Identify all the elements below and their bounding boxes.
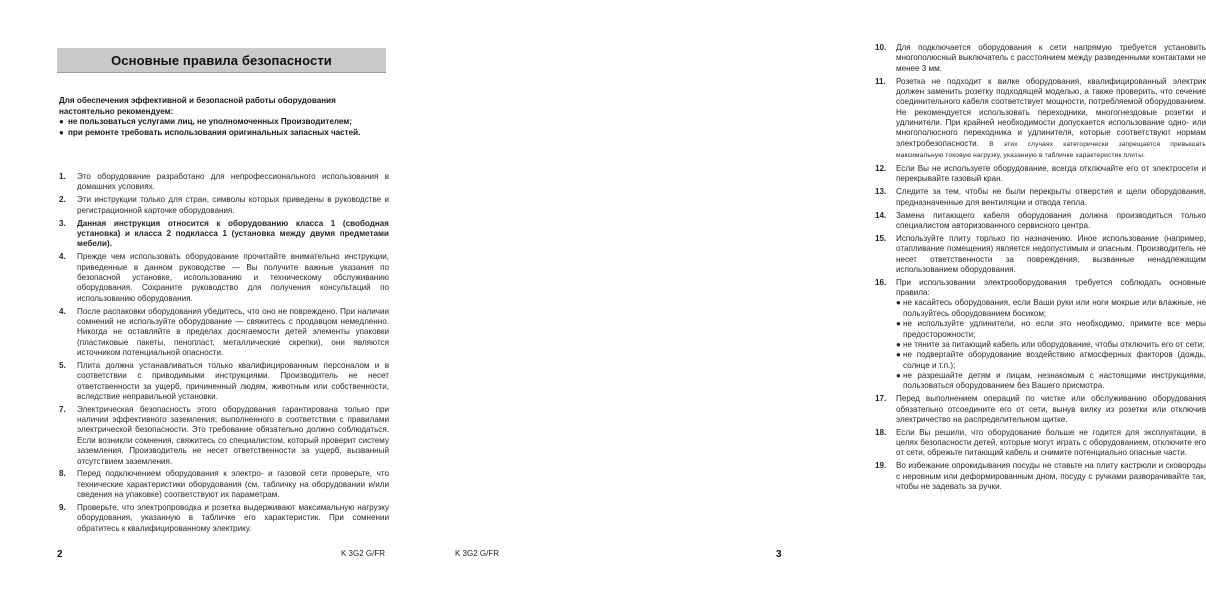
rule-text: Если Вы решили, что оборудование больше не годится для эксплуатации, в целях безопасности детей, которые могут играть с оборудованием, отключите его от сети, обрежьте питающий кабель и снимите потенциально опасные части. bbox=[896, 427, 1206, 458]
rule-number: 9. bbox=[59, 503, 66, 513]
section-title: Основные правила безопасности bbox=[111, 52, 332, 68]
rule-item bbox=[875, 428, 1206, 459]
rule-item bbox=[59, 405, 389, 467]
rule-text: Во избежание опрокидывания посуды не ставьте на плиту кастрюли и сковороды с неровным или деформированным дном, посуду с ручками разворачивайте так, чтобы не задевать за ручки. bbox=[896, 461, 1206, 492]
rule-text-wrap bbox=[896, 77, 1206, 162]
rule-text: После распаковки оборудования убедитесь, что оно не повреждено. При наличии сомнений не используйте оборудование — свяжитесь с продавцом немедленно. Никогда не оставляйте в пределах досягаемости детей элементы упаковки (пластиковые пакеты, пенопласт, металлические скрепки), они являются источником потенциальной опасности. bbox=[77, 306, 389, 357]
rule-number: 10. bbox=[875, 43, 887, 52]
rule-text: Проверьте, что электропроводка и розетка выдерживают максимальную нагрузку оборудования, указанную в табличке его характеристик. При сомнении обратитесь к квалифицированному электрику. bbox=[77, 503, 389, 533]
rule-text: Перед подключением оборудования к электро- и газовой сети проверьте, что технические характеристики оборудования (см. табличку на оборудовании и/или сведения на упаковке) соответствуют их параметрам. bbox=[77, 469, 389, 500]
rule-subitem bbox=[896, 298, 1206, 319]
rule-number: 1. bbox=[59, 172, 66, 181]
model-code: K 3G2 G/FR bbox=[341, 549, 386, 558]
page-number: 2 bbox=[57, 549, 63, 560]
rule-item bbox=[875, 211, 1206, 232]
rule-number: 11. bbox=[875, 76, 886, 86]
rule-number: 12. bbox=[875, 163, 887, 173]
section-title-bar bbox=[57, 48, 386, 73]
model-code: K 3G2 G/FR bbox=[455, 549, 500, 558]
bullet-dot-icon: ● bbox=[896, 350, 901, 360]
rule-text: Плита должна устанавливаться только квалифицированным персоналом и в соответствии с приводимыми инструкциями. Производитель не несет ответственности за ущерб, причиненный людям, животным или собственности, вследствие неправильной установки. bbox=[77, 360, 389, 401]
rule-text: Перед выполнением операций по чистке или обслуживанию оборудования обязательно отсоедините его от сети, вынув вилку из розетки или отключив электричество на распределительном щитке. bbox=[896, 394, 1206, 424]
rule-text: Если Вы не используете оборудование, всегда отключайте его от электросети и перекрывайте газовый кран. bbox=[896, 163, 1206, 184]
intro-bullet-text: при ремонте требовать использования оригинальных запасных частей. bbox=[68, 127, 361, 137]
rule-item bbox=[59, 195, 389, 216]
rule-text: При использовании электрооборудования требуется соблюдать основные правила: bbox=[896, 277, 1206, 298]
rule-item bbox=[875, 164, 1206, 185]
rule-subitem-text: не касайтесь оборудования, если Ваши руки или ноги мокрые или влажные, не пользуйтесь оборудованием босиком; bbox=[903, 298, 1206, 318]
rule-item bbox=[875, 394, 1206, 425]
rule-subitem-text: не разрешайте детям и лицам, незнакомым с настоящими инструкциями, пользоваться оборудованием без Вашего присмотра. bbox=[903, 370, 1206, 391]
rule-text: Это оборудование разработано для непрофессионального использования в домашних условиях. bbox=[77, 172, 389, 192]
intro-bullet bbox=[59, 117, 391, 128]
rule-subitem-text: не тяните за питающий кабель или оборудование, чтобы отключить его от сети; bbox=[903, 339, 1205, 349]
rule-subitem bbox=[896, 340, 1206, 350]
rule-number: 17. bbox=[875, 394, 887, 404]
rule-number: 19. bbox=[875, 461, 887, 471]
bullet-dot-icon: ● bbox=[59, 117, 64, 127]
rule-item bbox=[875, 278, 1206, 392]
bullet-dot-icon: ● bbox=[896, 339, 901, 349]
rule-number: 18. bbox=[875, 427, 887, 437]
rule-text: Эти инструкции только для стран, символы которых приведены в руководстве и регистрационной карточке оборудования. bbox=[77, 195, 389, 215]
rule-text-wrap bbox=[896, 278, 1206, 392]
rule-subitem-text: не используйте удлинители, но если это необходимо, примите все меры предосторожности; bbox=[903, 319, 1206, 339]
rule-item bbox=[875, 461, 1206, 492]
rule-number: 13. bbox=[875, 187, 887, 197]
rule-text: Для подключается оборудования к сети напрямую требуется установить многополюсный выключатель с расстоянием между разведенными контактами не менее 3 мм. bbox=[896, 43, 1206, 73]
rule-item bbox=[59, 307, 389, 359]
rule-item bbox=[59, 172, 389, 193]
rule-text: Прежде чем использовать оборудование прочитайте внимательно инструкции, приведенные в данном руководстве — Вы получите важные указания по безопасной установке, использованию и техническому обслуживанию оборудования. Сохраните руководство для получения консультаций по использованию оборудования. bbox=[77, 252, 389, 303]
rule-text: Электрическая безопасность этого оборудования гарантирована только при наличии эффективного заземления; выполненного в соответствии с правилами электрической безопасности. Это требование обязательно должно соблюдаться. Если возникли сомнения, свяжитесь со специалистом, который проверит систему заземления. Производитель не несет ответственности за ущерб, вызванный отсутствием заземления. bbox=[77, 404, 389, 466]
rule-text: Следите за тем, чтобы не были перекрыты отверстия и щели оборудования, предназначенные для вентиляции и отвода тепла. bbox=[896, 187, 1206, 207]
bullet-dot-icon: ● bbox=[896, 319, 901, 329]
safety-rules-list-left bbox=[59, 172, 389, 537]
intro-bullet-text: не пользоваться услугами лиц, не уполномоченных Производителем; bbox=[68, 117, 352, 127]
rule-text: Данная инструкция относится к оборудованию класса 1 (свободная установка) и класса 2 подкласса 1 (установка между двумя предметами мебели). bbox=[77, 218, 389, 249]
rule-text: Розетка не подходит к вилке оборудования, квалифицированный электрик должен заменить розетку подходящей моделью, а также проверить, что сечение соединительного кабеля соответствует мощности, потребляемой оборудованием. Не рекомендуется использовать переходники, многогнездовые розетки и удлинители. При крайней необходимости допускается использование одно- или многополюсного переходника и удлинителя, которые соответствуют нормам электробезопасности. bbox=[896, 76, 1206, 148]
rule-number: 4. bbox=[59, 306, 66, 316]
rule-item bbox=[875, 187, 1206, 208]
rule-item bbox=[59, 219, 389, 250]
safety-rules-list-right bbox=[875, 43, 1206, 495]
intro-bullet bbox=[59, 128, 391, 139]
rule-subitem bbox=[896, 371, 1206, 392]
rule-item bbox=[59, 252, 389, 304]
rule-item bbox=[59, 361, 389, 402]
rule-item bbox=[875, 234, 1206, 275]
rule-number: 5. bbox=[59, 360, 66, 370]
rule-note: В этих случаях категорически запрещается превышать максимальную токовую нагрузку, указанную в табличке характеристик плиты. bbox=[896, 140, 1206, 160]
rule-subitem-text: не подвергайте оборудование воздействию атмосферных факторов (дождь, солнце и т.п.); bbox=[903, 350, 1206, 370]
rule-number: 8. bbox=[59, 469, 66, 479]
rule-item bbox=[59, 469, 389, 500]
rule-item bbox=[59, 503, 389, 534]
rule-number: 15. bbox=[875, 233, 887, 243]
page-number: 3 bbox=[776, 549, 782, 560]
intro-block bbox=[59, 96, 391, 138]
rule-item bbox=[875, 77, 1206, 162]
bullet-dot-icon: ● bbox=[59, 127, 64, 137]
rule-subitem bbox=[896, 350, 1206, 371]
rule-number: 4. bbox=[59, 252, 66, 262]
bullet-dot-icon: ● bbox=[896, 298, 901, 308]
rule-number: 7. bbox=[59, 404, 66, 414]
rule-item bbox=[875, 43, 1206, 74]
rule-number: 16. bbox=[875, 277, 887, 287]
bullet-dot-icon: ● bbox=[896, 370, 901, 380]
intro-heading: Для обеспечения эффективной и безопасной работы оборудования настоятельно рекомендуем: bbox=[59, 96, 336, 116]
rule-number: 3. bbox=[59, 218, 66, 228]
rule-number: 2. bbox=[59, 195, 66, 205]
rule-text: Используйте плиту торлько по назначению. Иное использование (например, отапливание помещения) является недопустимым и опасным. Производитель не несет ответственности за повреждения, вызванные ненадлежащим использованием оборудования. bbox=[896, 233, 1206, 274]
rule-text: Замена питающего кабеля оборудования должна производиться только специалистом авторизованного сервисного центра. bbox=[896, 210, 1206, 230]
rule-subitem bbox=[896, 319, 1206, 340]
rule-number: 14. bbox=[875, 210, 887, 220]
